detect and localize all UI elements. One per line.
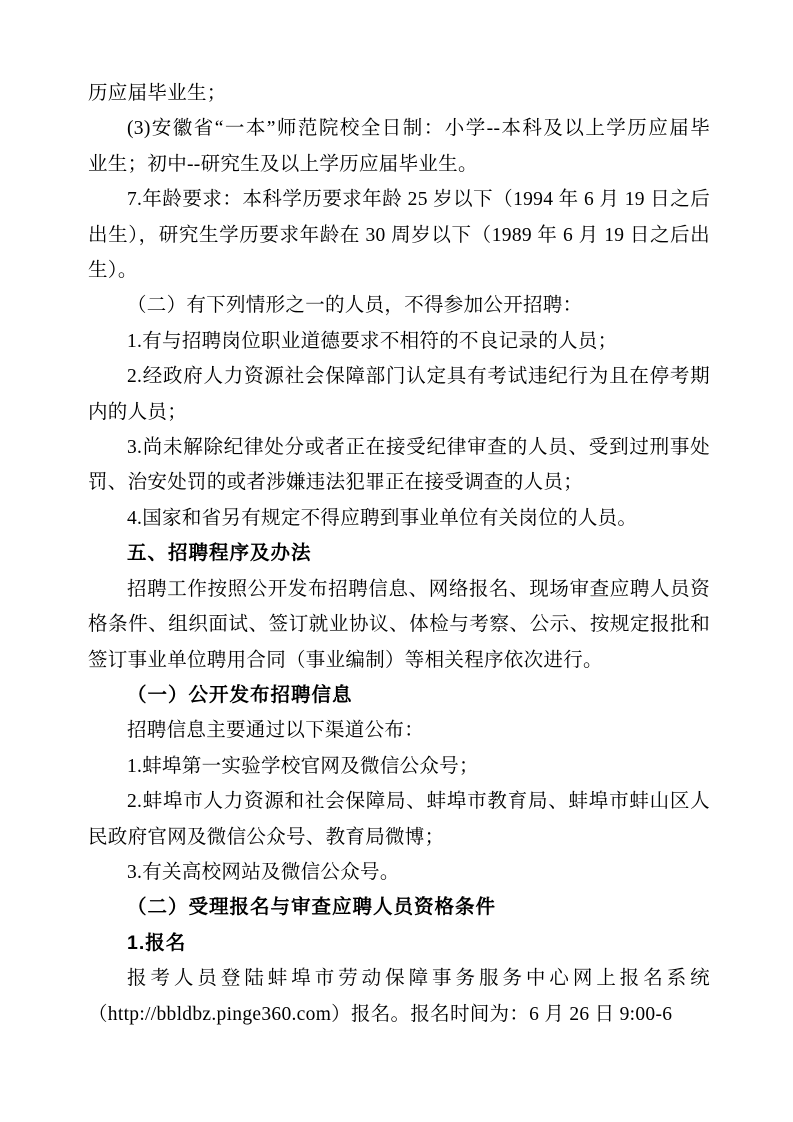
document-line: 业生；初中--研究生及以上学历应届毕业生。 bbox=[88, 153, 478, 175]
document-line: 签订事业单位聘用合同（事业编制）等相关程序依次进行。 bbox=[88, 649, 603, 671]
document-line: 生）。 bbox=[88, 260, 138, 282]
document-line: 招聘工作按照公开发布招聘信息、网络报名、现场审查应聘人员资 bbox=[127, 578, 710, 600]
document-line: 内的人员； bbox=[88, 401, 188, 423]
section-heading: （一）公开发布招聘信息 bbox=[127, 683, 353, 706]
document-line: 格条件、组织面试、签订就业协议、体检与考察、公示、按规定报批和 bbox=[88, 614, 710, 636]
document-line: 罚、治安处罚的或者涉嫌违法犯罪正在接受调查的人员； bbox=[88, 472, 584, 494]
document-line: 2.经政府人力资源社会保障部门认定具有考试违纪行为且在停考期 bbox=[127, 366, 710, 388]
document-line: (3)安徽省“一本”师范院校全日制：小学--本科及以上学历应届毕 bbox=[127, 118, 710, 140]
section-heading: 1.报名 bbox=[127, 931, 187, 954]
document-line: 出生），研究生学历要求年龄在 30 周岁以下（1989 年 6 月 19 日之后出 bbox=[88, 224, 710, 246]
document-body bbox=[88, 76, 710, 1032]
document-line: 民政府官网及微信公众号、教育局微博； bbox=[88, 826, 445, 848]
section-heading: （二）受理报名与审查应聘人员资格条件 bbox=[127, 896, 497, 919]
document-line: 4.国家和省另有规定不得应聘到事业单位有关岗位的人员。 bbox=[127, 507, 638, 529]
document-line: 1.蚌埠第一实验学校官网及微信公众号； bbox=[127, 755, 479, 777]
document-line: 3.有关高校网站及微信公众号。 bbox=[127, 861, 400, 883]
section-heading: 五、招聘程序及办法 bbox=[127, 542, 312, 565]
document-line: 历应届毕业生； bbox=[88, 83, 227, 104]
document-line: 7.年龄要求：本科学历要求年龄 25 岁以下（1994 年 6 月 19 日之后 bbox=[127, 189, 710, 211]
document-line: （http://bbldbz.pinge360.com）报名。报名时间为：6 月 26 日 9:00-6 bbox=[88, 1003, 673, 1025]
document-line: （二）有下列情形之一的人员，不得参加公开招聘： bbox=[127, 295, 583, 317]
document-line: 1.有与招聘岗位职业道德要求不相符的不良记录的人员； bbox=[127, 330, 618, 352]
document-line: 3.尚未解除纪律处分或者正在接受纪律审查的人员、受到过刑事处 bbox=[127, 437, 710, 459]
document-line: 招聘信息主要通过以下渠道公布： bbox=[127, 720, 425, 742]
document-line: 2.蚌埠市人力资源和社会保障局、蚌埠市教育局、蚌埠市蚌山区人 bbox=[127, 791, 710, 813]
document-line: 报考人员登陆蚌埠市劳动保障事务服务中心网上报名系统 bbox=[127, 968, 710, 990]
